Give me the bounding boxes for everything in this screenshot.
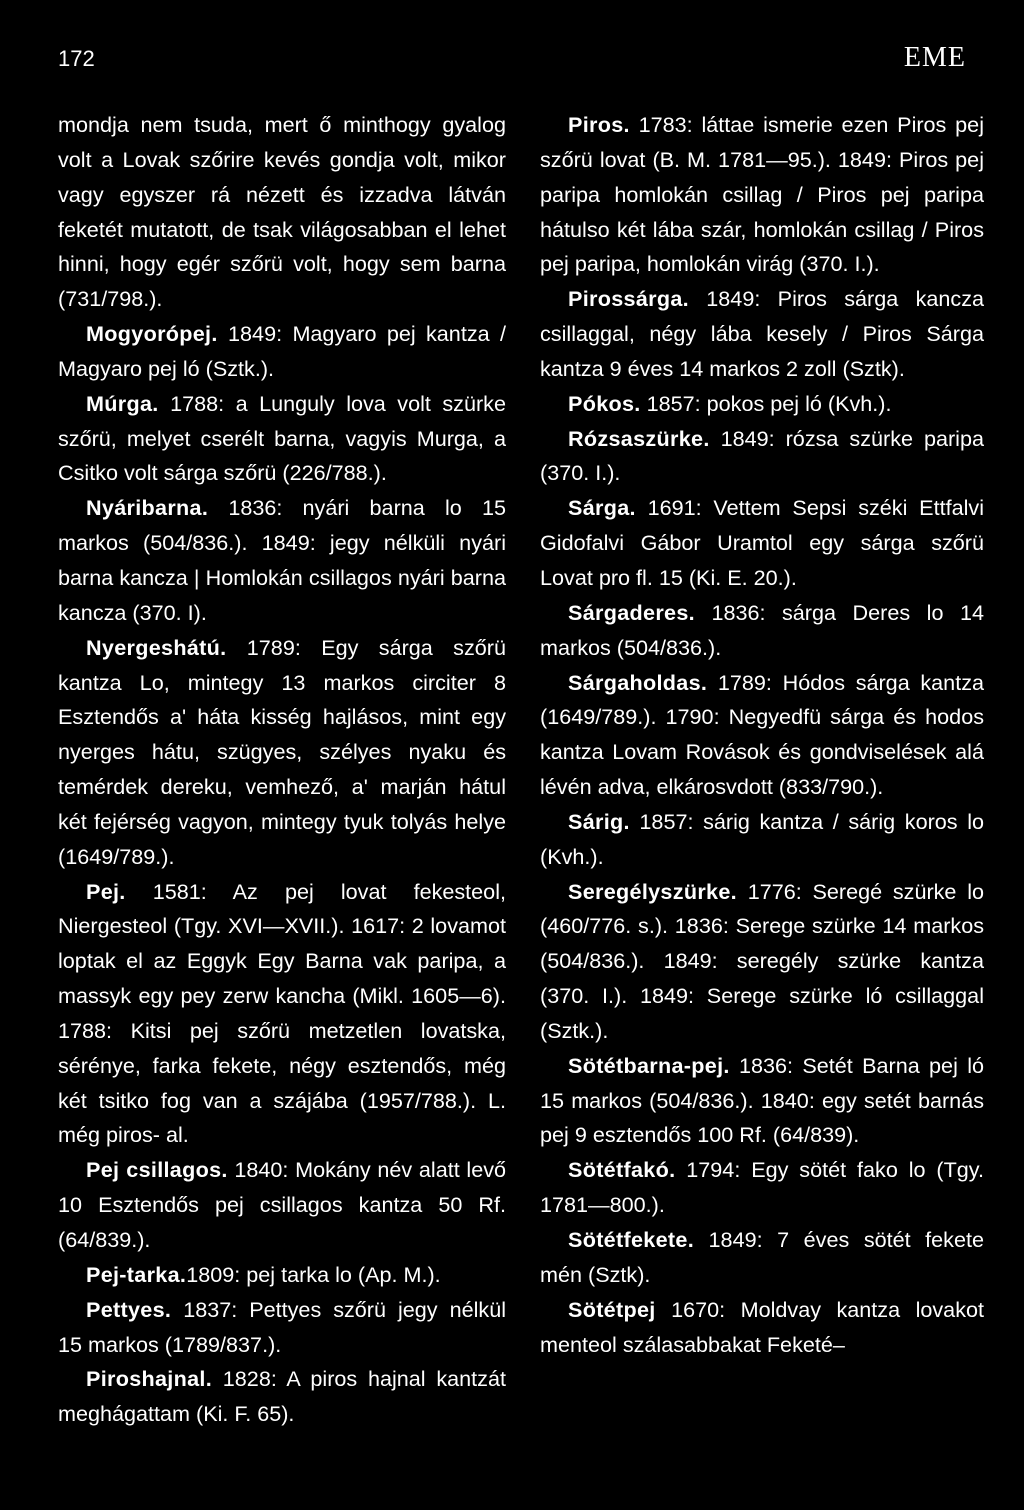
- entry-headword: Seregélyszürke.: [568, 878, 737, 904]
- dictionary-entry: [540, 1049, 990, 1154]
- entry-headword: Pej-tarka.: [86, 1261, 187, 1287]
- entry-text: 1849: Magyaro pej kantza / Magyaro pej ló (Sztk.).: [58, 321, 512, 381]
- entry-text: 1828: A piros hajnal kantzát meghágattam (Ki. F. 65).: [58, 1366, 512, 1427]
- entry-text: 1670: Moldvay kantza lovakot menteol szálasabbakat Feketé–: [540, 1296, 990, 1357]
- dictionary-entry: [540, 1223, 990, 1293]
- left-column: [58, 108, 513, 1432]
- entry-headword: Sárgaholdas.: [568, 669, 708, 695]
- page-header: [0, 42, 1024, 76]
- dictionary-entry: [58, 1293, 512, 1363]
- entry-headword: Sötétfekete.: [568, 1227, 695, 1252]
- entry-headword: Pirossárga.: [568, 286, 689, 312]
- entry-text: 1849: Piros sárga kancza csillaggal, négy lába kesely / Piros Sárga kantza 9 éves 14 markos 2 zoll (Sztk).: [540, 286, 990, 381]
- entry-text: 1794: Egy sötét fako lo (Tgy. 1781—800.).: [540, 1157, 990, 1218]
- dictionary-entry: [540, 282, 990, 387]
- dictionary-entry: [58, 491, 512, 630]
- dictionary-entry: [58, 317, 512, 387]
- dictionary-entry: [540, 596, 990, 666]
- dictionary-entry: [540, 1153, 990, 1223]
- entry-text: 1783: láttae ismerie ezen Piros pej szőrü lovat (B. M. 1781—95.). 1849: Piros pej paripa homlokán csillag / Piros pej paripa hátulso két lába szár, homlokán csillag / Piros pej paripa, homlokán virág (370. I.).: [540, 112, 990, 277]
- dictionary-entry: [58, 875, 512, 1154]
- entry-text: 1836: nyári barna lo 15 markos (504/836.). 1849: jegy nélküli nyári barna kancza | Homlokán csillagos nyári barna kancza (370. I).: [58, 495, 512, 625]
- entry-text: 1836: Setét Barna pej ló 15 markos (504/836.). 1840: egy setét barnás pej 9 esztendős 100 Rf. (64/839).: [540, 1052, 990, 1148]
- entry-text: 1837: Pettyes szőrü jegy nélkül 15 markos (1789/837.).: [58, 1296, 512, 1357]
- dictionary-entry: [540, 387, 984, 422]
- entry-headword: Sötétpej: [568, 1296, 656, 1322]
- dictionary-entry: [58, 387, 512, 492]
- entry-text: 1857: pokos pej ló (Kvh.).: [640, 390, 892, 416]
- dictionary-entry: [540, 875, 990, 1049]
- entry-headword: Mogyorópej.: [86, 321, 218, 347]
- entry-text: 1849: 7 éves sötét fekete mén (Sztk).: [540, 1227, 990, 1287]
- entry-headword: Sötétfakó.: [568, 1157, 676, 1183]
- entry-text: 1836: sárga Deres lo 14 markos (504/836.).: [540, 599, 990, 660]
- running-title: EME: [903, 42, 966, 73]
- entry-headword: Sárgaderes.: [568, 599, 695, 625]
- dictionary-entry: [540, 422, 990, 492]
- entry-headword: Pettyes.: [86, 1296, 172, 1322]
- dictionary-entry: [58, 1258, 506, 1293]
- dictionary-entry: [540, 1293, 990, 1363]
- entry-headword: Rózsaszürke.: [568, 425, 710, 451]
- dictionary-entry: [540, 491, 990, 596]
- entry-text: 1809: pej tarka lo (Ap. M.).: [186, 1261, 441, 1287]
- dictionary-entry: [58, 1362, 512, 1432]
- entry-headword: Nyergeshátú.: [86, 634, 227, 660]
- dictionary-entry: [58, 1153, 513, 1258]
- dictionary-entry: [540, 666, 990, 805]
- entry-headword: Sötétbarna-pej.: [568, 1052, 730, 1078]
- entry-headword: Sárig.: [568, 808, 630, 834]
- entry-headword: Nyáribarna.: [86, 495, 209, 521]
- entry-headword: Múrga.: [86, 390, 159, 416]
- entry-text: 1581: Az pej lovat fekesteol, Niergesteol (Tgy. XVI—XVII.). 1617: 2 lovamot loptak el az Eggyk Egy Barna vak paripa, a massyk egy pey zerw kancha (Mikl. 1605—6). 1788: Kitsi pej szőrü metzetlen lovatska, sérénye, farka fekete, négy esztendős, még két tsitko fog van a szájába (1957/788.). L. még piros- al.: [58, 878, 512, 1148]
- entry-text: 1840: Mokány név alatt levő 10 Esztendős pej csillagos kantza 50 Rf. (64/839.).: [58, 1157, 513, 1252]
- dictionary-entry: [540, 108, 990, 282]
- entry-text: 1788: a Lunguly lova volt szürke szőrü, melyet cserélt barna, vagyis Murga, a Csitko volt sárga szőrü (226/788.).: [58, 390, 512, 486]
- entry-headword: Sárga.: [568, 495, 636, 521]
- entry-text: 1789: Egy sárga szőrü kantza Lo, mintegy 13 markos circiter 8 Esztendős a' háta kisség hajlásos, mint egy nyerges hátu, szügyes, szélyes nyaku és temérdek dereku, vemhező, a' marján hátul két fejérség vagyon, mintegy tyuk tolyás helye (1649/789.).: [58, 634, 512, 869]
- entry-headword: Pej.: [86, 878, 126, 904]
- entry-text: 1776: Seregé szürke lo (460/776. s.). 1836: Serege szürke 14 markos (504/836.). 1849: seregély szürke kantza (370. I.). 1849: Serege szürke ló csillaggal (Sztk.).: [540, 878, 990, 1043]
- entry-headword: Piros.: [568, 112, 630, 137]
- entry-text: 1857: sárig kantza / sárig koros lo (Kvh.).: [540, 808, 990, 869]
- entry-text: 1849: rózsa szürke paripa (370. I.).: [540, 425, 990, 486]
- entry-text: 1691: Vettem Sepsi széki Ettfalvi Gidofalvi Gábor Uramtol egy sárga szőrü Lovat pro fl. 15 (Ki. E. 20.).: [540, 495, 990, 590]
- entry-headword: Pej csillagos.: [86, 1157, 228, 1183]
- entry-text: mondja nem tsuda, mert ő minthogy gyalog volt a Lovak szőrire kevés gondja volt, mikor vagy egyszer rá nézett és izzadva látván feketét mutatott, de tsak világosabban el lehet hinni, hogy egér szőrü volt, hogy sem barna (731/798.).: [58, 112, 512, 312]
- right-column: [540, 108, 990, 1362]
- dictionary-entry: [58, 108, 512, 317]
- entry-text: 1789: Hódos sárga kantza (1649/789.). 1790: Negyedfü sárga és hodos kantza Lovam Rovások és gondviselések alá lévén adva, elkárosvdott (833/790.).: [540, 669, 990, 800]
- dictionary-entry: [540, 805, 990, 875]
- entry-headword: Pókos.: [568, 390, 641, 416]
- dictionary-entry: [58, 631, 512, 875]
- entry-headword: Piroshajnal.: [86, 1366, 213, 1392]
- page-number: 172: [58, 46, 95, 71]
